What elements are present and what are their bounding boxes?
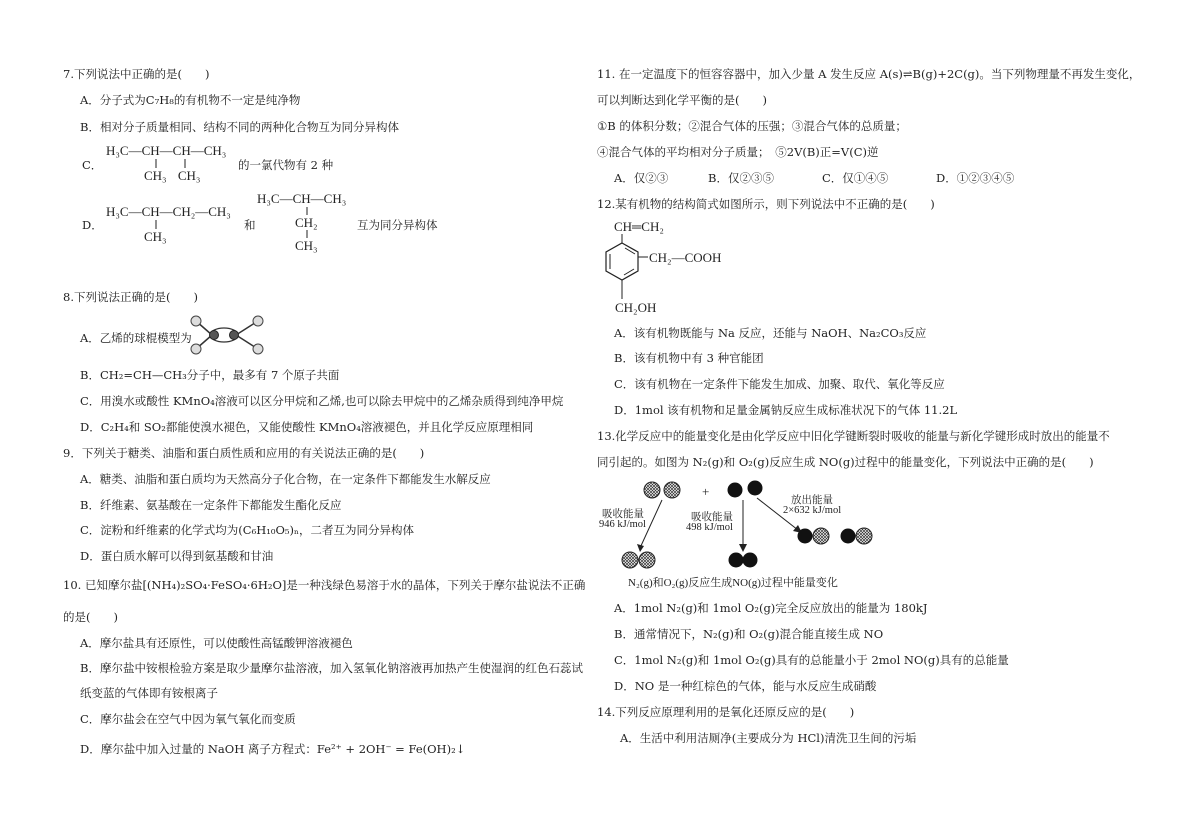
q13-stem-line2: 同引起的。如图为 N₂(g)和 O₂(g)反应生成 NO(g)过程中的能量变化，下列说法中正确的是( )	[597, 455, 1094, 469]
q7-d1-bond	[106, 204, 251, 249]
q12-option-a: A．该有机物既能与 Na 反应，还能与 NaOH、Na₂CO₃反应	[614, 326, 927, 340]
q11-option-c: C．仅①④⑤	[822, 171, 889, 185]
q13-option-c: C．1mol N₂(g)和 1mol O₂(g)具有的总能量小于 2mol NO(g)具有的总能量	[614, 653, 1009, 667]
q13-option-a: A．1mol N₂(g)和 1mol O₂(g)完全反应放出的能量为 180kJ	[614, 601, 928, 615]
q7-d2-main-chain: H₃C—CH—CH₃	[257, 191, 347, 206]
absorb-energy-label-2: 吸收能量	[691, 512, 733, 523]
diagram-caption: N₂(g)和O₂(g)反应生成NO(g)过程中能量变化	[628, 577, 838, 589]
q14-option-a: A．生活中利用洁厕净(主要成分为 HCl)清洗卫生间的污垢	[620, 731, 917, 745]
q9-option-c: C．淀粉和纤维素的化学式均为(C₆H₁₀O₅)ₙ，二者互为同分异构体	[80, 523, 414, 537]
q10-option-b-line2: 纸变蓝的气体即有铵根离子	[80, 686, 218, 700]
q7-option-a: A．分子式为C₇H₈的有机物不一定是纯净物	[80, 93, 301, 107]
q7-option-d-label: D．	[82, 218, 103, 232]
q7-stem: 7.下列说法中正确的是( )	[63, 67, 210, 81]
q11-stem-line2: 可以判断达到化学平衡的是( )	[597, 93, 767, 107]
q11-conditions-2: ④混合气体的平均相对分子质量； ⑤2V(B)正=V(C)逆	[597, 145, 879, 159]
q7-d-structure-2	[257, 191, 367, 257]
q7-c-structure	[106, 143, 246, 188]
q9-option-a: A．糖类、油脂和蛋白质均为天然高分子化合物，在一定条件下都能发生水解反应	[80, 472, 491, 486]
q12-vinyl-group: CH═CH₂	[614, 219, 664, 234]
q12-structure	[598, 219, 738, 319]
q8-stem: 8.下列说法正确的是( )	[63, 290, 198, 304]
q10-option-c: C．摩尔盐会在空气中因为氧气氧化而变质	[80, 712, 296, 726]
q11-conditions-1: ①B 的体积分数；②混合气体的压强；③混合气体的总质量；	[597, 119, 907, 133]
absorb-energy-value-2: 498 kJ/mol	[686, 522, 733, 533]
q9-option-d: D．蛋白质水解可以得到氨基酸和甘油	[80, 549, 274, 563]
q7-option-d-and: 和	[244, 218, 256, 232]
q7-option-b: B．相对分子质量相同、结构不同的两种化合物互为同分异构体	[80, 120, 399, 134]
q8-option-c: C．用溴水或酸性 KMnO₄溶液可以区分甲烷和乙烯,也可以除去甲烷中的乙烯杂质得到纯净甲烷	[80, 394, 564, 408]
q10-stem-line1: 10. 已知摩尔盐[(NH₄)₂SO₄·FeSO₄·6H₂O]是一种浅绿色易溶于水的晶体，下列关于摩尔盐说法不正确	[63, 578, 586, 592]
q7-option-c-tail: 的一氯代物有 2 种	[238, 158, 334, 172]
q14-stem: 14.下列反应原理利用的是氧化还原反应的是( )	[597, 705, 855, 719]
q13-option-d: D．NO 是一种红棕色的气体，能与水反应生成硝酸	[614, 679, 877, 693]
q10-option-a: A．摩尔盐具有还原性，可以使酸性高锰酸钾溶液褪色	[80, 636, 353, 650]
q8-option-b: B．CH₂=CH—CH₃分子中，最多有 7 个原子共面	[80, 368, 340, 382]
q7-d2-branch: CH₃	[295, 238, 318, 253]
q12-stem: 12.某有机物的结构简式如图所示，则下列说法中不正确的是( )	[597, 197, 935, 211]
q12-option-c: C．该有机物在一定条件下能发生加成、加聚、取代、氧化等反应	[614, 377, 945, 391]
q8-option-a: A．乙烯的球棍模型为	[80, 331, 192, 345]
q7-c-main-chain: H₃C—CH—CH—CH₃	[106, 143, 227, 158]
q7-d1-branch: CH₃	[144, 229, 167, 244]
absorb-energy-value-1: 946 kJ/mol	[599, 519, 646, 530]
q7-d-structure-1	[106, 204, 251, 249]
q12-hydroxymethyl-group: CH₂OH	[615, 300, 657, 315]
ethylene-ball-stick-model	[188, 313, 268, 357]
q11-stem-line1: 11. 在一定温度下的恒容容器中，加入少量 A 发生反应 A(s)⇌B(g)+2C(g)。当下列物理量不再发生变化，	[597, 67, 1141, 81]
q12-option-d: D．1mol 该有机物和足量金属钠反应生成标准状况下的气体 11.2L	[614, 403, 958, 417]
absorb-energy-label-1: 吸收能量	[602, 509, 644, 520]
q9-option-b: B．纤维素、氨基酸在一定条件下都能发生酯化反应	[80, 498, 342, 512]
q7-c-branches: CH₃ CH₃	[144, 168, 201, 183]
q11-option-d: D．①②③④⑤	[936, 171, 1015, 185]
q7-option-d-tail: 互为同分异构体	[357, 218, 438, 232]
q7-option-c-label: C．	[82, 158, 103, 172]
q7-d1-main-chain: H₃C—CH—CH₂—CH₃	[106, 204, 231, 219]
q7-d2-mid: CH₂	[295, 215, 318, 230]
release-energy-value: 2×632 kJ/mol	[783, 505, 842, 516]
release-energy-label: 放出能量	[791, 495, 833, 506]
q10-stem-line2: 的是( )	[63, 610, 118, 624]
q11-option-a: A．仅②③	[614, 171, 669, 185]
diagram-plus-sign: +	[702, 484, 710, 499]
q10-option-b-line1: B．摩尔盐中铵根检验方案是取少量摩尔盐溶液，加入氢氧化钠溶液再加热产生使湿润的红色石蕊试	[80, 661, 583, 675]
q12-carboxymethyl-group: CH₂—COOH	[649, 250, 722, 265]
q11-option-b: B．仅②③⑤	[708, 171, 774, 185]
q12-option-b: B．该有机物中有 3 种官能团	[614, 351, 764, 365]
q8-option-d: D．C₂H₄和 SO₂都能使溴水褪色，又能使酸性 KMnO₄溶液褪色，并且化学反应原理相同	[80, 420, 534, 434]
q13-stem-line1: 13.化学反应中的能量变化是由化学反应中旧化学键断裂时吸收的能量与新化学键形成时放出的能量不	[597, 429, 1110, 443]
q13-option-b: B．通常情况下，N₂(g)和 O₂(g)混合能直接生成 NO	[614, 627, 884, 641]
q10-option-d: D．摩尔盐中加入过量的 NaOH 离子方程式：Fe²⁺ + 2OH⁻ = Fe(OH)₂↓	[80, 742, 466, 756]
q9-stem: 9．下列关于糖类、油脂和蛋白质性质和应用的有关说法正确的是( )	[63, 446, 425, 460]
